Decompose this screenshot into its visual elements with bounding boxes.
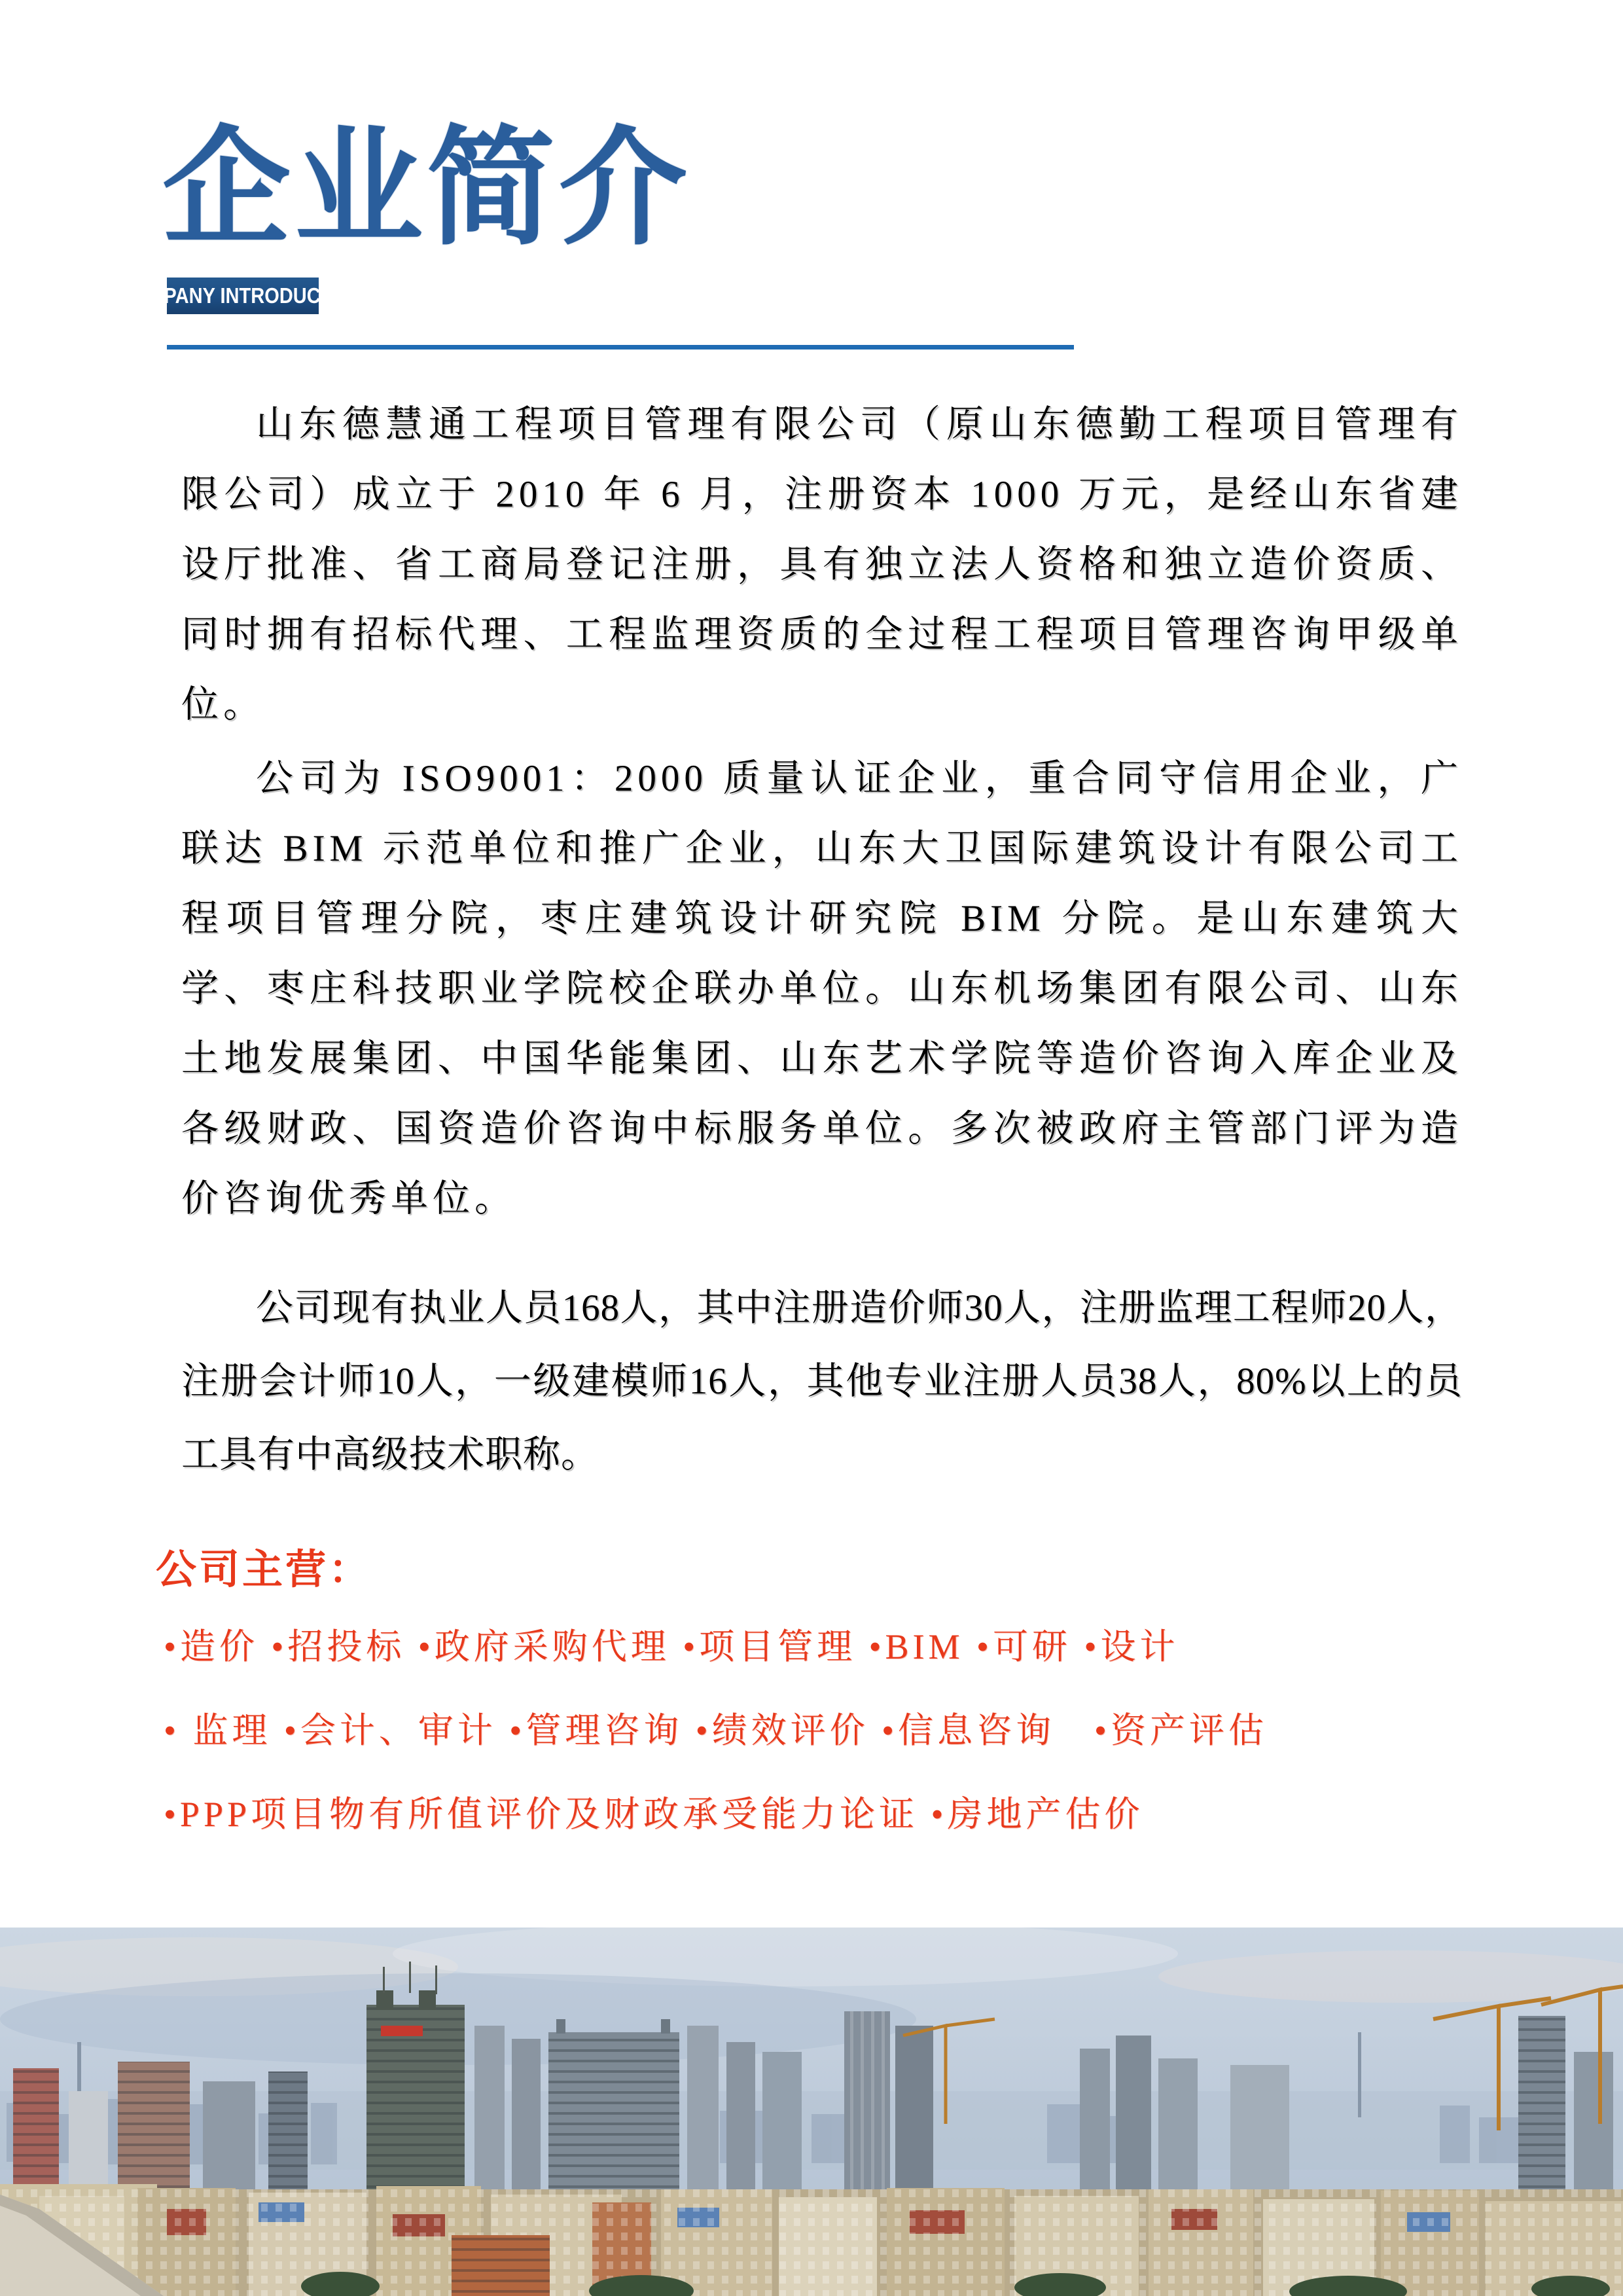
- business-line-2: • 监理 •会计、审计 •管理咨询 •绩效评价 •信息咨询 •资产评估: [164, 1711, 1268, 1750]
- business-line-1: •造价 •招投标 •政府采购代理 •项目管理 •BIM •可研 •设计: [164, 1627, 1179, 1666]
- main-business-heading: 公司主营：: [156, 1547, 372, 1592]
- paragraph-company-founding: 山东德慧通工程项目管理有限公司（原山东德勤工程项目管理有限公司）成立于 2010 年 6 月，注册资本 1000 万元，是经山东省建设厅批准、省工商局登记注册，具有独立法人资格和独立造价资质、同时拥有招标代理、工程监理资质的全过程工程项目管理咨询甲级单位。: [181, 404, 1463, 725]
- subtitle-text: COMPANY INTRODUCTION: [119, 283, 366, 308]
- business-line-3: •PPP项目物有所值评价及财政承受能力论证 •房地产估价: [164, 1795, 1144, 1834]
- body-text: [181, 389, 1463, 1496]
- divider-line: [167, 345, 1074, 350]
- city-skyline-photo: [0, 1928, 1623, 2296]
- paragraph-staff: 公司现有执业人员168人，其中注册造价师30人，注册监理工程师20人，注册会计师10人，一级建模师16人，其他专业注册人员38人，80%以上的员工具有中高级技术职称。: [181, 1287, 1463, 1475]
- city-skyline-illustration: [0, 1928, 1623, 2296]
- paragraph-certifications: 公司为 ISO9001：2000 质量认证企业，重合同守信用企业，广联达 BIM 示范单位和推广企业，山东大卫国际建筑设计有限公司工程项目管理分院，枣庄建筑设计研究院 BIM 分院。是山东建筑大学、枣庄科技职业学院校企联办单位。山东机场集团有限公司、山东土地发展集团、中国华能集团、山东艺术学院等造价咨询入库企业及各级财政、国资造价咨询中标服务单位。多次被政府主管部门评为造价咨询优秀单位。: [181, 758, 1463, 1219]
- subtitle-banner: [119, 278, 366, 314]
- page-title: 企业简介: [162, 117, 692, 260]
- main-business-list: [164, 1605, 1492, 1856]
